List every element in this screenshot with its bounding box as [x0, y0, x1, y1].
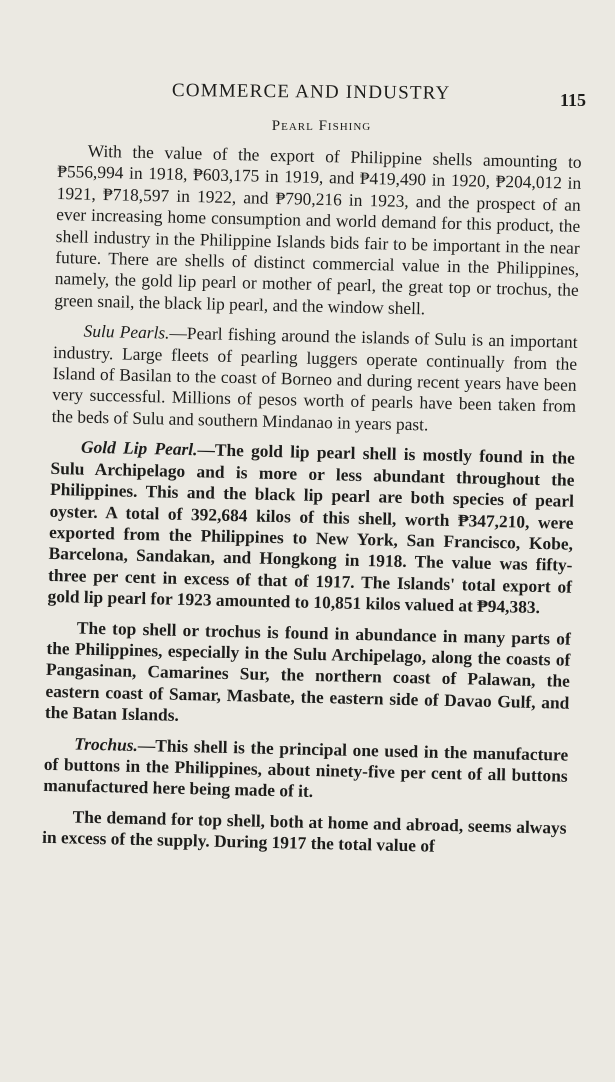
paragraph-trochus — [43, 732, 568, 808]
page-number: 115 — [560, 90, 587, 110]
paragraph-text: The top shell or trochus is found in abundance in many parts of the Philippines, especially in the Sulu Archipelago, along the coasts of Pangasinan, Camarines Sur, the northern coast of Palawan, the eastern coast of Samar, Masbate, the eastern side of Davao Gulf, and the Batan Islands. — [44, 617, 572, 726]
body-text — [42, 140, 582, 869]
run-in-heading: Trochus. — [74, 733, 139, 755]
paragraph-top-shell — [45, 616, 571, 735]
paragraph-gold-lip-pearl — [47, 436, 575, 619]
page-header — [0, 76, 615, 110]
run-in-heading: Sulu Pearls. — [83, 320, 170, 343]
paragraph-demand — [42, 806, 567, 861]
run-in-heading: Gold Lip Pearl. — [80, 436, 198, 460]
paragraph-text: —This shell is the principal one used in the manufacture of buttons in the Philippines, about ninety-five per cent of all buttons manufactured here being made of it. — [43, 734, 569, 802]
paragraph-sulu-pearls — [51, 320, 577, 439]
section-heading: Pearl Fishing — [271, 118, 372, 134]
paragraph-text: The demand for top shell, both at home and abroad, seems always in excess of the supply. During 1917 the total value of — [41, 806, 567, 856]
paragraph-text: With the value of the export of Philippine shells amounting to ₱556,994 in 1918, ₱603,175 in 1919, and ₱419,490 in 1920, ₱204,012 in 1921, ₱718,597 in 1922, and ₱790,216 in 1923, and the prospect of an ever increasing home consumption and world demand for this product, the shell industry in the Philippine Islands bids fair to be important in the near future. There are shells of distinct commercial value in the Philippines, namely, the gold lip pearl or mother of pearl, the great top or trochus, the green snail, the black lip pearl, and the window shell. — [54, 140, 582, 319]
paragraph-text: —The gold lip pearl shell is mostly found in the Sulu Archipelago and is more or less abundant throughout the Philippines. This and the black lip pearl are both species of pearl oyster. A total of 392,684 kilos of this shell, worth ₱347,210, were exported from the Philippines to New York, San Francisco, Kobe, Barcelona, Sandakan, and Hongkong in 1918. The value was fifty-three per cent in excess of that of 1917. The Islands' total export of gold lip pearl for 1923 amounted to 10,851 kilos valued at ₱94,383. — [47, 439, 576, 618]
running-title: COMMERCE AND INDUSTRY — [171, 80, 451, 104]
paragraph-intro — [54, 140, 582, 323]
paragraph-text: —Pearl fishing around the islands of Sulu is an important industry. Large fleets of pearling luggers operate continually from the Island of Basilan to the coast of Borneo and during recent years have been very successful. Millions of pesos worth of pearls have been taken from the beds of Sulu and southern Mindanao in years past. — [51, 322, 578, 435]
